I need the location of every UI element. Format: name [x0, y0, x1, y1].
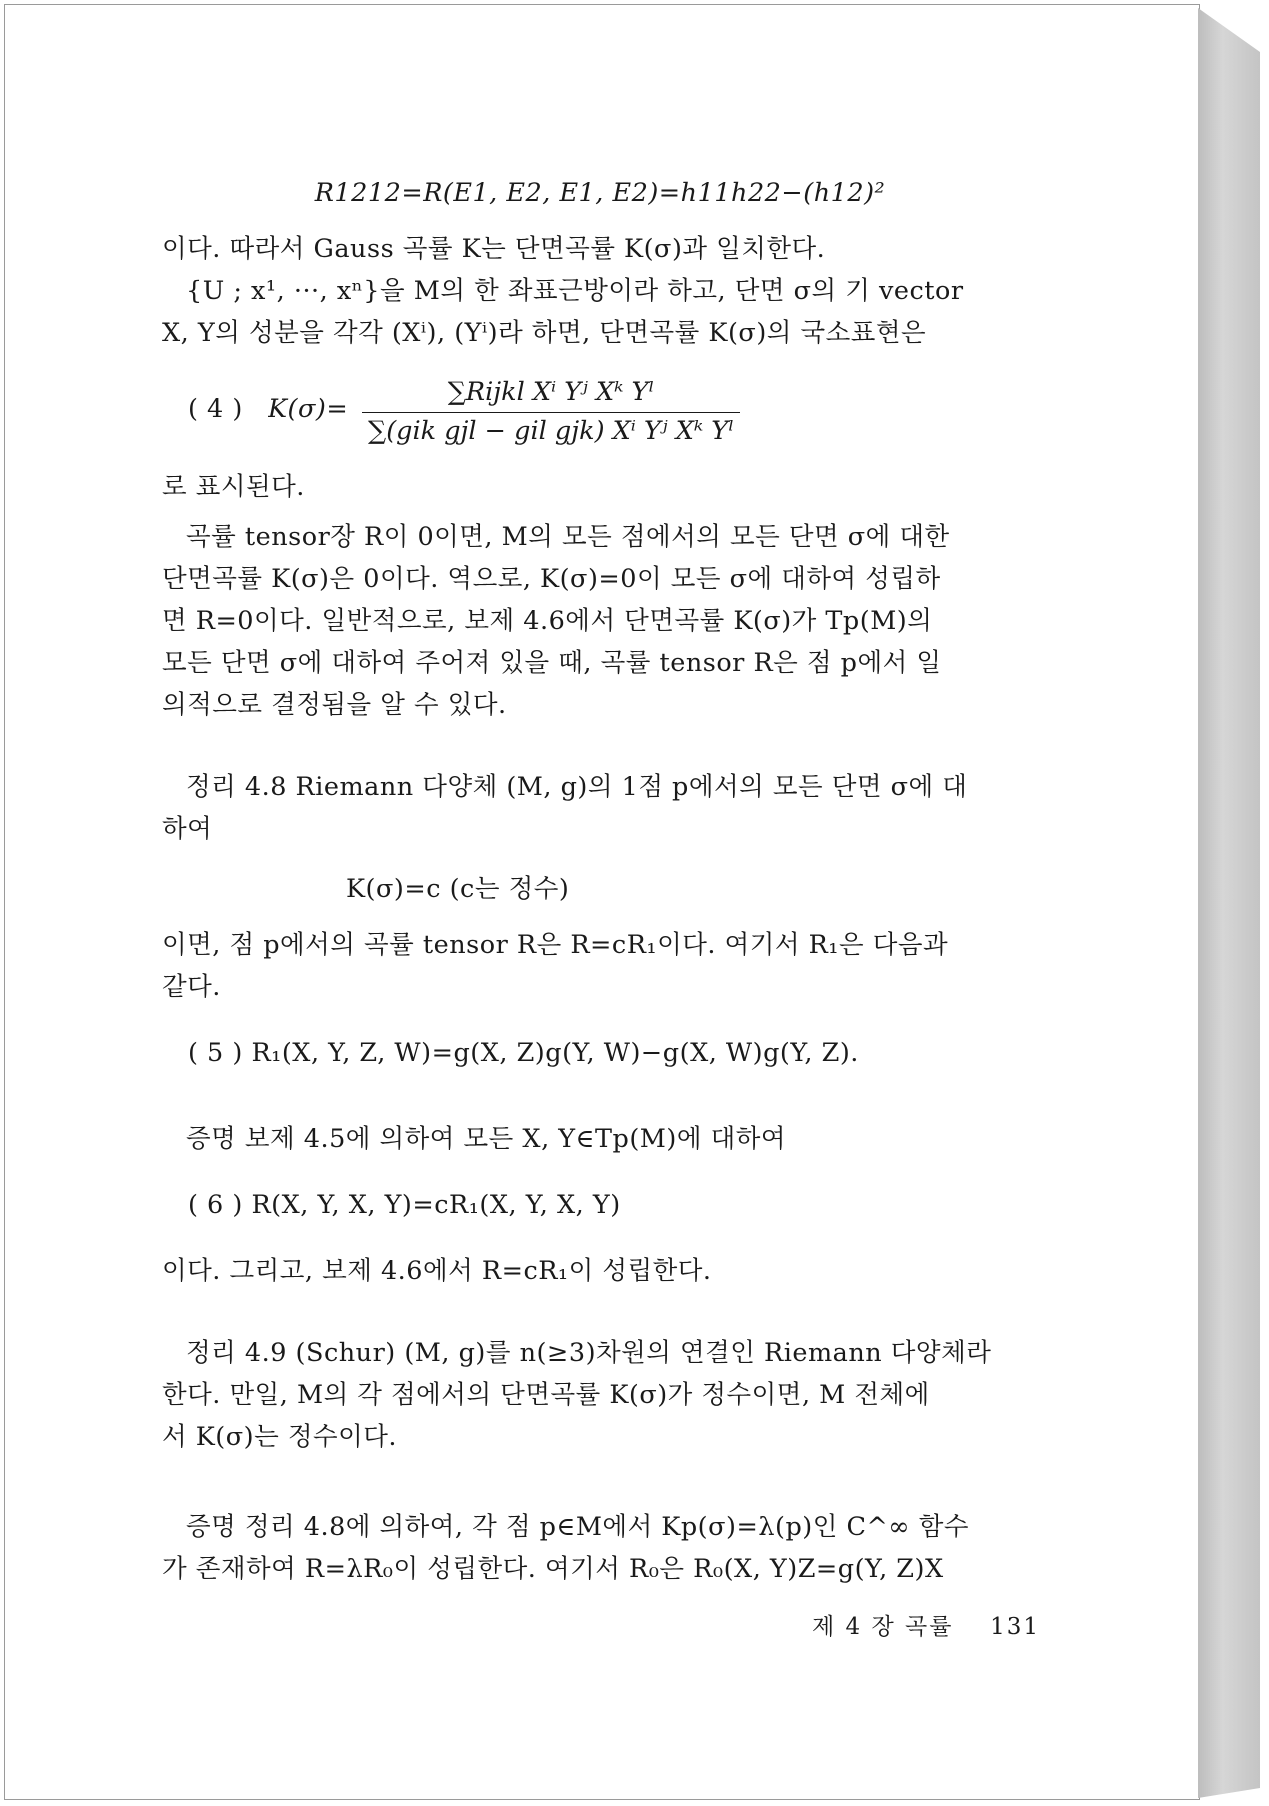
equation-6: ( 6 ) R(X, Y, X, Y)=cR₁(X, Y, X, Y): [188, 1190, 621, 1220]
proof-heading: 증명 정리 4.8에 의하여, 각 점 p∈M에서 Kp(σ)=λ(p)인 C^∞ 함수: [186, 1512, 969, 1542]
equation-4-fraction: [362, 377, 740, 446]
text-line: {U ; x¹, ···, xⁿ}을 M의 한 좌표근방이라 하고, 단면 σ의 기 vector: [186, 276, 964, 306]
text-line: 이다. 따라서 Gauss 곡률 K는 단면곡률 K(σ)과 일치한다.: [162, 234, 826, 264]
text-line: 모든 단면 σ에 대하여 주어져 있을 때, 곡률 tensor R은 점 p에서 일: [162, 648, 942, 678]
page-footer: [790, 1608, 1040, 1641]
text-line: 한다. 만일, M의 각 점에서의 단면곡률 K(σ)가 정수이면, M 전체에: [162, 1380, 930, 1410]
proof-heading: 증명 보제 4.5에 의하여 모든 X, Y∈Tp(M)에 대하여: [186, 1124, 786, 1154]
equation-4-numerator: ∑Rijkl Xⁱ Yʲ Xᵏ Yˡ: [362, 380, 740, 413]
equation-4-denominator: ∑(gik gjl − gil gjk) Xⁱ Yʲ Xᵏ Yˡ: [368, 415, 735, 446]
text-line: 서 K(σ)는 정수이다.: [162, 1422, 397, 1452]
text-line: 의적으로 결정됨을 알 수 있다.: [162, 690, 507, 720]
equation-r1212: R1212=R(E1, E2, E1, E2)=h11h22−(h12)²: [314, 178, 886, 208]
equation-k-const: K(σ)=c (c는 정수): [346, 874, 570, 904]
text-line: 이면, 점 p에서의 곡률 tensor R은 R=cR₁이다. 여기서 R₁은 다음과: [162, 930, 949, 960]
text-line: 가 존재하여 R=λR₀이 성립한다. 여기서 R₀은 R₀(X, Y)Z=g(Y, Z)X: [162, 1554, 944, 1584]
equation-4-lhs: K(σ)=: [268, 394, 349, 424]
text-line: 면 R=0이다. 일반적으로, 보제 4.6에서 단면곡률 K(σ)가 Tp(M)의: [162, 606, 933, 636]
page-stack-edge: [1198, 8, 1260, 1798]
text-line: 단면곡률 K(σ)은 0이다. 역으로, K(σ)=0이 모든 σ에 대하여 성립하: [162, 564, 941, 594]
equation-number-4: ( 4 ): [188, 394, 243, 424]
text-line: 로 표시된다.: [162, 472, 305, 502]
running-footer: 제 4 장 곡률: [812, 1614, 954, 1640]
text-line: 하여: [162, 814, 213, 844]
page-number: 131: [990, 1614, 1040, 1640]
theorem-4-8-heading: 정리 4.8 Riemann 다양체 (M, g)의 1점 p에서의 모든 단면 σ에 대: [186, 772, 968, 802]
theorem-4-9-heading: 정리 4.9 (Schur) (M, g)를 n(≥3)차원의 연결인 Riemann 다양체라: [186, 1338, 992, 1368]
text-line: 곡률 tensor장 R이 0이면, M의 모든 점에서의 모든 단면 σ에 대한: [186, 522, 950, 552]
equation-5: ( 5 ) R₁(X, Y, Z, W)=g(X, Z)g(Y, W)−g(X, W)g(Y, Z).: [188, 1038, 859, 1068]
text-line: 이다. 그리고, 보제 4.6에서 R=cR₁이 성립한다.: [162, 1256, 712, 1286]
text-line: 같다.: [162, 972, 221, 1002]
text-line: X, Y의 성분을 각각 (Xⁱ), (Yⁱ)라 하면, 단면곡률 K(σ)의 국소표현은: [162, 318, 927, 348]
